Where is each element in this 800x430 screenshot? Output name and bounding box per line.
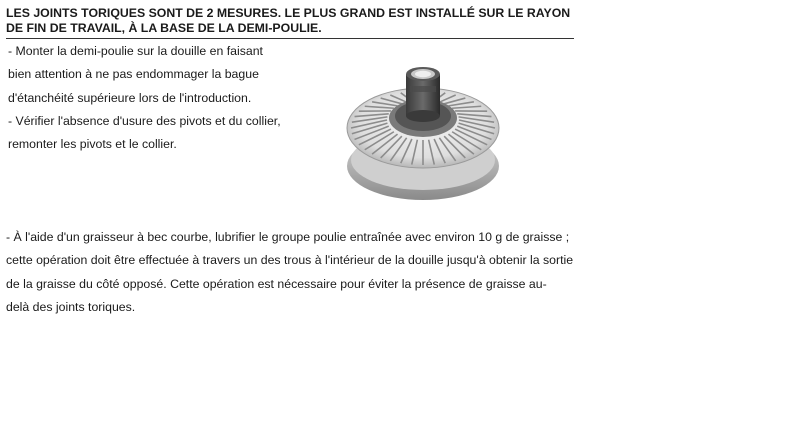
instruction-line: d'étanchéité supérieure lors de l'introduction. (8, 90, 252, 105)
paragraph-line: de la graisse du côté opposé. Cette opération est nécessaire pour éviter la présence de graisse au- (6, 276, 547, 291)
instruction-line: remonter les pivots et le collier. (8, 137, 177, 152)
paragraph-line: cette opération doit être effectuée à travers un des trous à l'intérieur de la douille jusqu'à obtenir la sortie (6, 253, 574, 268)
heading-line-2: DE FIN DE TRAVAIL, À LA BASE DE LA DEMI-POULIE. (6, 21, 322, 35)
lubrication-paragraph (6, 226, 578, 319)
section-heading (6, 6, 578, 36)
heading-divider (6, 38, 574, 39)
pulley-photo (340, 56, 506, 206)
instruction-line: - Monter la demi-poulie sur la douille en faisant (8, 44, 263, 58)
paragraph-line: - À l'aide d'un graisseur à bec courbe, lubrifier le groupe poulie entraînée avec environ 10 g de graisse ; (6, 230, 570, 244)
instruction-list (8, 40, 308, 156)
instruction-line: bien attention à ne pas endommager la bague (8, 67, 259, 82)
instruction-line: - Vérifier l'absence d'usure des pivots et du collier, (8, 113, 281, 128)
heading-line-1: LES JOINTS TORIQUES SONT DE 2 MESURES. LE PLUS GRAND EST INSTALLÉ SUR LE RAYON (6, 6, 571, 20)
paragraph-line: delà des joints toriques. (6, 299, 136, 314)
